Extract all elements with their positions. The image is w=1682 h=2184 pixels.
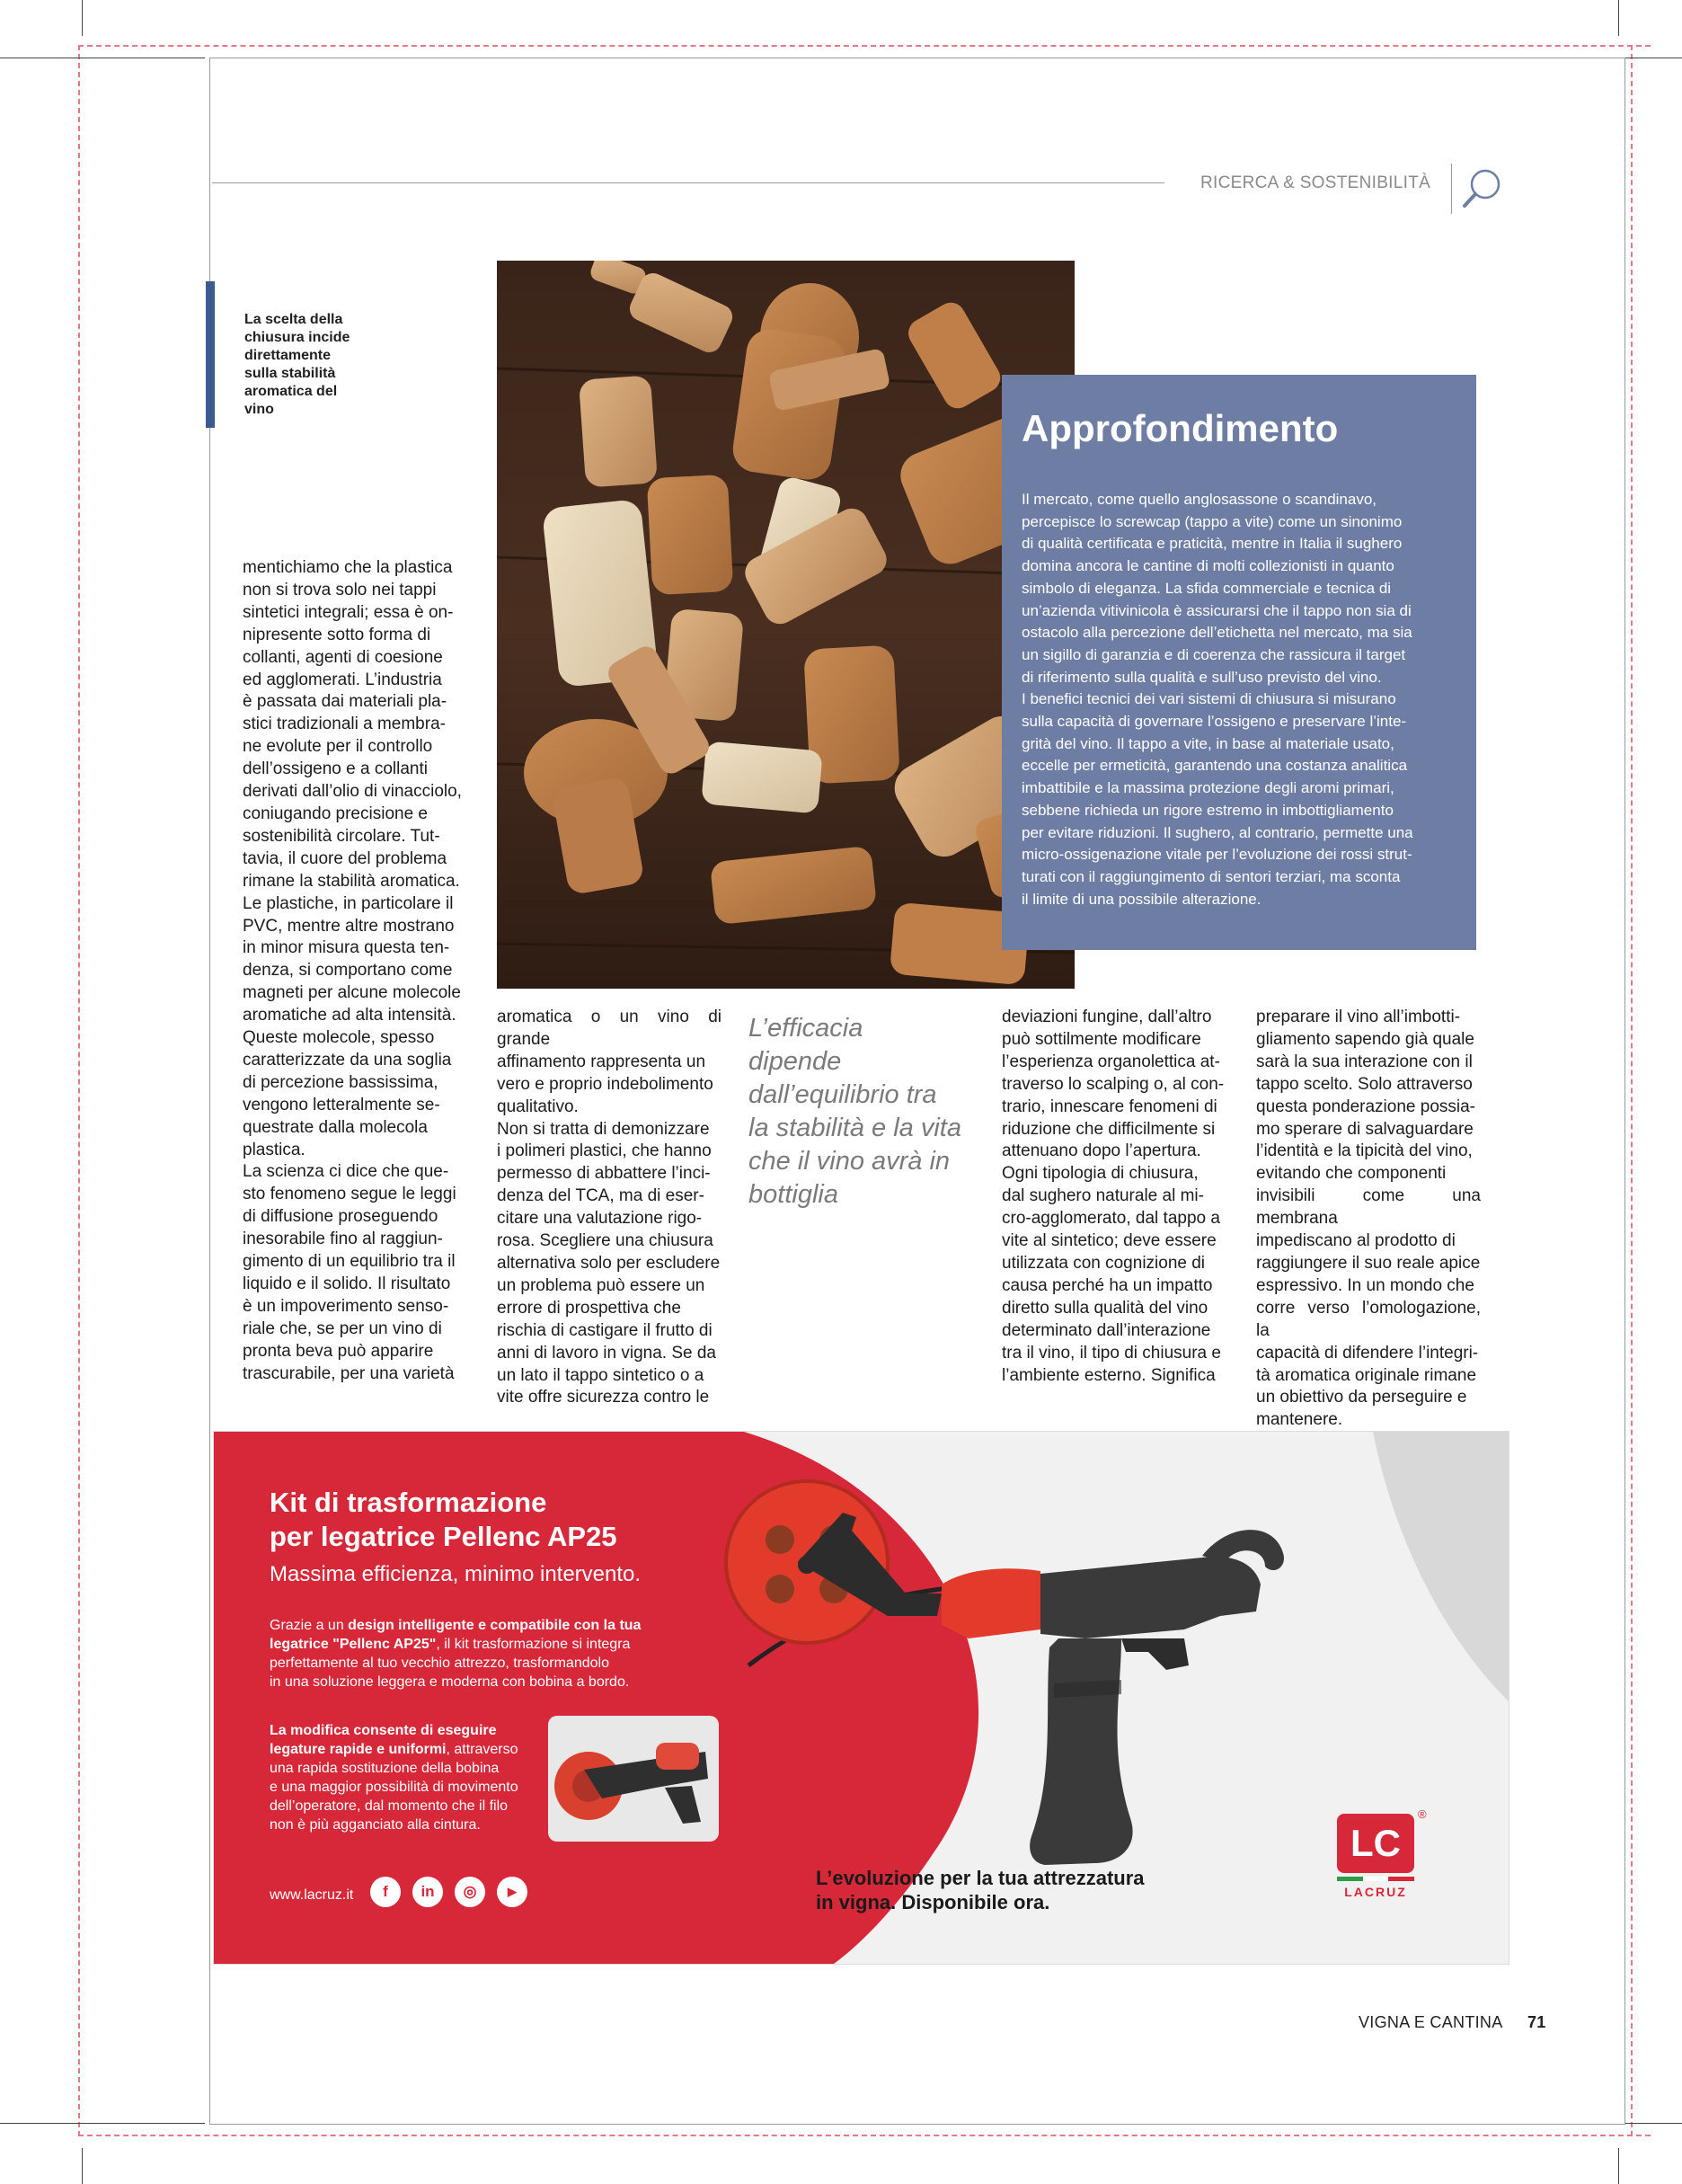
article-line: Ogni tipologia di chiusura,: [1002, 1164, 1199, 1184]
article-line: determinato dall’interazione: [1002, 1320, 1211, 1340]
pull-quote-line: che il vino avrà in: [748, 1147, 951, 1176]
article-line: preparare il vino all’imbotti-: [1256, 1008, 1461, 1026]
article-line: trario, innescare fenomeni di: [1002, 1096, 1217, 1116]
pull-quote-line: la stabilità e la vita: [748, 1114, 961, 1142]
article-line: riduzione che difficilmente si: [1002, 1119, 1216, 1139]
article-line: anni di lavoro in vigna. Se da: [497, 1343, 716, 1363]
box-line: Il mercato, come quello anglosassone o scandinavo,: [1022, 491, 1377, 508]
tying-tool-product-image: [699, 1459, 1364, 1908]
article-line: denza del TCA, ma di eser-: [497, 1186, 704, 1206]
corks-photo: [497, 261, 1075, 989]
ad-headline-line: per legatrice Pellenc AP25: [270, 1521, 617, 1552]
ad-text-line: [270, 1778, 530, 1797]
article-line: Le plastiche, in particolare il: [243, 893, 454, 913]
box-line: domina ancora le cantine di molti collezionisti in quanto: [1022, 557, 1394, 575]
article-line: trascurabile, per una varietà: [243, 1363, 455, 1383]
linkedin-icon[interactable]: in: [412, 1877, 443, 1907]
article-line: invisibili come una membrana: [1256, 1186, 1481, 1229]
article-line: attenuano dopo l’apertura.: [1002, 1141, 1201, 1161]
pull-quote-line: L’efficacia: [748, 1014, 863, 1043]
article-line: impediscano al prodotto di: [1256, 1231, 1456, 1251]
caption-line: La scelta della: [244, 312, 343, 327]
article-line: vite al sintetico; deve essere: [1002, 1231, 1217, 1251]
article-line: liquido e il solido. Il risultato: [243, 1274, 451, 1293]
youtube-icon[interactable]: ▶: [497, 1877, 527, 1907]
article-line: causa perché ha un impatto: [1002, 1275, 1213, 1295]
article-line: rimane la stabilità aromatica.: [243, 871, 460, 891]
article-line: rosa. Scegliere una chiusura: [497, 1231, 713, 1251]
box-line: simbolo di eleganza. La sfida commerciale e tecnica di: [1022, 579, 1392, 597]
ad-tagline-line: L’evoluzione per la tua attrezzatura: [816, 1867, 1145, 1889]
article-column-1: [243, 557, 467, 1386]
registered-mark: ®: [1418, 1807, 1427, 1821]
ad-text: in una soluzione leggera e moderna con bobina a bordo.: [270, 1674, 630, 1690]
article-line: tavia, il cuore del problema: [243, 848, 447, 868]
article-line: può sottilmente modificare: [1002, 1029, 1201, 1049]
bleed-line-right: [1631, 45, 1633, 2136]
lacruz-logo-text: LACRUZ: [1344, 1885, 1407, 1899]
article-line: pronta beva può apparire: [243, 1341, 434, 1361]
article-column-2: [497, 1007, 721, 1409]
pull-quote-line: bottiglia: [748, 1180, 838, 1209]
lacruz-advertisement[interactable]: [213, 1431, 1509, 1965]
article-line: collanti, agenti di coesione: [243, 647, 443, 667]
ad-text: dell’operatore, dal momento che il filo: [270, 1798, 509, 1814]
caption-line: aromatica del: [244, 384, 338, 399]
article-line: mantenere.: [1256, 1410, 1343, 1430]
article-line: stici tradizionali a membra-: [243, 715, 446, 734]
caption-accent-bar: [206, 281, 215, 428]
article-line: sto fenomeno segue le leggi: [243, 1185, 456, 1204]
article-line: sostenibilità circolare. Tut-: [243, 826, 440, 846]
article-line: citare una valutazione rigo-: [497, 1209, 703, 1229]
ad-headline-line: Kit di trasformazione: [270, 1487, 547, 1518]
article-line: vite offre sicurezza contro le: [497, 1388, 710, 1407]
box-line: sulla capacità di governare l’ossigeno e preservare l’inte-: [1022, 713, 1407, 731]
bleed-line-left: [78, 45, 80, 2136]
ad-paragraph-2: [270, 1721, 530, 1834]
ad-text-line: [270, 1759, 530, 1778]
crop-mark: [1624, 2123, 1682, 2124]
box-line: imbattibile e la massima protezione degli aromi primari,: [1022, 779, 1394, 797]
article-line: vero e proprio indebolimento: [497, 1074, 713, 1094]
article-line: gliamento sapendo già quale: [1256, 1029, 1474, 1049]
box-line: grità del vino. Il tappo a vite, in base al materiale usato,: [1022, 734, 1394, 752]
article-line: alternativa solo per escludere: [497, 1253, 721, 1273]
ad-headline: [270, 1486, 617, 1554]
pull-quote: [748, 1012, 991, 1212]
caption-line: chiusura incide: [244, 330, 350, 345]
article-line: l’ambiente esterno. Significa: [1002, 1365, 1216, 1385]
article-line: mo sperare di salvaguardare: [1256, 1119, 1474, 1139]
header-rule: [212, 182, 1164, 183]
article-line: un lato il tappo sintetico o a: [497, 1365, 704, 1385]
ad-text: , il kit trasformazione si integra: [436, 1637, 631, 1652]
article-line: aromatica o un vino di grande: [497, 1008, 721, 1049]
box-text: [1022, 489, 1459, 910]
article-line: La scienza ci dice che que-: [243, 1162, 449, 1182]
ad-text: una rapida sostituzione della bobina: [270, 1761, 500, 1776]
article-line: i polimeri plastici, che hanno: [497, 1141, 712, 1161]
article-line: tappo scelto. Solo attraverso: [1256, 1074, 1473, 1094]
box-line: percepisce lo screwcap (tappo a vite) come un sinonimo: [1022, 512, 1403, 530]
bleed-line-bottom: [78, 2135, 1651, 2136]
ad-text-bold: legature rapide e uniformi: [270, 1742, 447, 1757]
ad-text-bold: La modifica consente di eseguire: [270, 1723, 497, 1738]
box-line: un’azienda vitivinicola è assicurarsi che il tappo non sia di: [1022, 601, 1412, 619]
article-line: non si trova solo nei tappi: [243, 580, 437, 599]
ad-text: e una maggior possibilità di movimento: [270, 1780, 518, 1795]
article-line: dell’ossigeno e a collanti: [243, 759, 428, 779]
pull-quote-line: dall’equilibrio tra: [748, 1080, 937, 1109]
ad-text-bold: design intelligente e compatibile con la tua: [348, 1618, 642, 1633]
caption-line: sulla stabilità: [244, 366, 336, 381]
article-column-3: [1002, 1007, 1226, 1387]
ad-website[interactable]: www.lacruz.it: [270, 1887, 354, 1903]
ad-subheadline: Massima efficienza, minimo intervento.: [270, 1562, 642, 1586]
article-line: qualitativo.: [497, 1096, 579, 1116]
article-line: di diffusione proseguendo: [243, 1207, 438, 1227]
article-line: tà aromatica originale rimane: [1256, 1365, 1477, 1385]
article-line: è un impoverimento senso-: [243, 1296, 449, 1316]
article-line: in minor misura questa ten-: [243, 938, 450, 958]
article-line: è passata dai materiali pla-: [243, 692, 447, 712]
approfondimento-box: [1002, 375, 1476, 950]
article-line: raggiungere il suo reale apice: [1256, 1253, 1481, 1273]
article-line: evitando che componenti: [1256, 1164, 1447, 1184]
article-line: corre verso l’omologazione, la: [1256, 1298, 1481, 1340]
ad-text: Grazie a un: [270, 1618, 349, 1633]
article-line: inesorabile fino al raggiun-: [243, 1230, 443, 1249]
article-line: l’esperienza organolettica at-: [1002, 1052, 1220, 1071]
article-line: Queste molecole, spesso: [243, 1028, 435, 1048]
facebook-icon[interactable]: f: [370, 1877, 401, 1907]
header-divider: [1451, 164, 1452, 214]
article-line: cro-agglomerato, dal tappo a: [1002, 1209, 1220, 1229]
article-line: rischia di castigare il frutto di: [497, 1320, 713, 1340]
ad-text-line: [270, 1797, 530, 1816]
ad-text: non è più agganciato alla cintura.: [270, 1817, 481, 1833]
article-line: gimento di un equilibrio tra il: [243, 1252, 456, 1272]
lacruz-logo[interactable]: [1337, 1814, 1420, 1899]
article-line: utilizzata con cognizione di: [1002, 1253, 1206, 1273]
article-line: errore di prospettiva che: [497, 1298, 681, 1318]
article-line: questrate dalla molecola: [243, 1117, 428, 1137]
lacruz-logo-mark: LC: [1337, 1814, 1414, 1873]
article-line: sintetici integrali; essa è on-: [243, 602, 454, 622]
italian-flag-stripe: [1337, 1877, 1414, 1881]
ad-text-line: [270, 1816, 530, 1834]
article-line: denza, si comportano come: [243, 961, 453, 981]
article-line: caratterizzate da una soglia: [243, 1050, 452, 1070]
magnifier-icon: [1460, 167, 1503, 210]
article-line: plastica.: [243, 1140, 305, 1159]
article-line: riale che, se per un vino di: [243, 1318, 442, 1338]
ad-tagline: [816, 1866, 1145, 1914]
article-line: aromatiche ad alta intensità.: [243, 1006, 456, 1025]
section-label: RICERCA & SOSTENIBILITÀ: [1200, 173, 1431, 192]
article-line: vengono letteralmente se-: [243, 1095, 440, 1114]
ad-text-line: [270, 1616, 683, 1635]
article-line: Non si tratta di demonizzare: [497, 1119, 710, 1139]
article-line: magneti per alcune molecole: [243, 983, 461, 1003]
ad-text: perfettamente al tuo vecchio attrezzo, trasformandolo: [270, 1656, 609, 1671]
box-line: un sigillo di garanzia e di coerenza che rassicura il target: [1022, 645, 1406, 663]
article-line: affinamento rappresenta un: [497, 1052, 706, 1071]
ad-text-line: [270, 1721, 530, 1740]
caption-line: direttamente: [244, 348, 332, 363]
article-line: ed agglomerati. L’industria: [243, 670, 442, 689]
page-number: 71: [1527, 2013, 1546, 2031]
crop-mark: [1618, 2148, 1619, 2184]
article-line: derivati dall’olio di vinacciolo,: [243, 782, 462, 802]
ad-tagline-line: in vigna. Disponibile ora.: [816, 1891, 1050, 1913]
article-line: espressivo. In un mondo che: [1256, 1275, 1474, 1295]
article-line: ne evolute per il controllo: [243, 737, 433, 757]
magazine-name: VIGNA E CANTINA: [1359, 2013, 1503, 2031]
ad-text: , attraverso: [446, 1742, 518, 1757]
article-line: permesso di abbattere l’inci-: [497, 1164, 711, 1184]
product-inset-photo: [548, 1716, 719, 1842]
crop-mark: [82, 0, 83, 36]
box-line: di riferimento sulla qualità e sull’uso previsto del vino.: [1022, 668, 1382, 686]
box-line: turati con il raggiungimento di sentori terziari, ma sconta: [1022, 867, 1401, 885]
article-line: l’identità e la tipicità del vino,: [1256, 1141, 1473, 1161]
article-line: di percezione bassissima,: [243, 1072, 438, 1092]
article-column-4: [1256, 1007, 1481, 1432]
ad-text-line: [270, 1673, 683, 1691]
article-line: deviazioni fungine, dall’altro: [1002, 1008, 1212, 1026]
instagram-icon[interactable]: ◎: [455, 1877, 485, 1907]
box-line: ostacolo alla percezione dell’etichetta nel mercato, ma sia: [1022, 624, 1412, 642]
ad-paragraph-1: [270, 1616, 683, 1691]
article-line: coniugando precisione e: [243, 803, 428, 823]
article-line: tra il vino, il tipo di chiusura e: [1002, 1343, 1221, 1363]
article-line: nipresente sotto forma di: [243, 625, 431, 644]
photo-caption: [244, 311, 370, 419]
ad-text-bold: legatrice "Pellenc AP25": [270, 1637, 437, 1652]
ad-text-line: [270, 1654, 683, 1673]
article-line: capacità di difendere l’integri-: [1256, 1343, 1479, 1363]
pull-quote-line: dipende: [748, 1047, 842, 1076]
article-line: un obiettivo da perseguire e: [1256, 1388, 1467, 1407]
box-line: il limite di una possibile alterazione.: [1022, 890, 1262, 908]
article-line: traverso lo scalping o, al con-: [1002, 1074, 1225, 1094]
bleed-line-top: [78, 45, 1651, 47]
ad-text-line: [270, 1740, 530, 1759]
box-line: sebbene richieda un rigore estremo in imbottigliamento: [1022, 801, 1394, 819]
article-line: questa ponderazione possia-: [1256, 1096, 1476, 1116]
article-line: dal sughero naturale al mi-: [1002, 1186, 1204, 1206]
article-line: diretto sulla qualità del vino: [1002, 1298, 1208, 1318]
crop-mark: [0, 2123, 205, 2124]
ad-text-line: [270, 1635, 683, 1654]
box-title: Approfondimento: [1022, 407, 1339, 449]
article-line: sarà la sua interazione con il: [1256, 1052, 1473, 1071]
box-line: eccelle per ermeticità, garantendo una costanza analitica: [1022, 757, 1408, 775]
article-line: mentichiamo che la plastica: [243, 558, 453, 577]
box-line: micro-ossigenazione vitale per l’evoluzione dei rossi strut-: [1022, 846, 1412, 864]
box-line: di qualità certificata e praticità, mentre in Italia il sughero: [1022, 535, 1403, 553]
box-line: I benefici tecnici dei vari sistemi di chiusura si misurano: [1022, 690, 1396, 708]
article-line: un problema può essere un: [497, 1275, 705, 1295]
crop-mark: [82, 2148, 83, 2184]
article-line: PVC, mentre altre mostrano: [243, 916, 455, 936]
crop-mark: [1618, 0, 1619, 36]
caption-line: vino: [244, 402, 274, 417]
box-line: per evitare riduzioni. Il sughero, al contrario, permette una: [1022, 823, 1413, 841]
